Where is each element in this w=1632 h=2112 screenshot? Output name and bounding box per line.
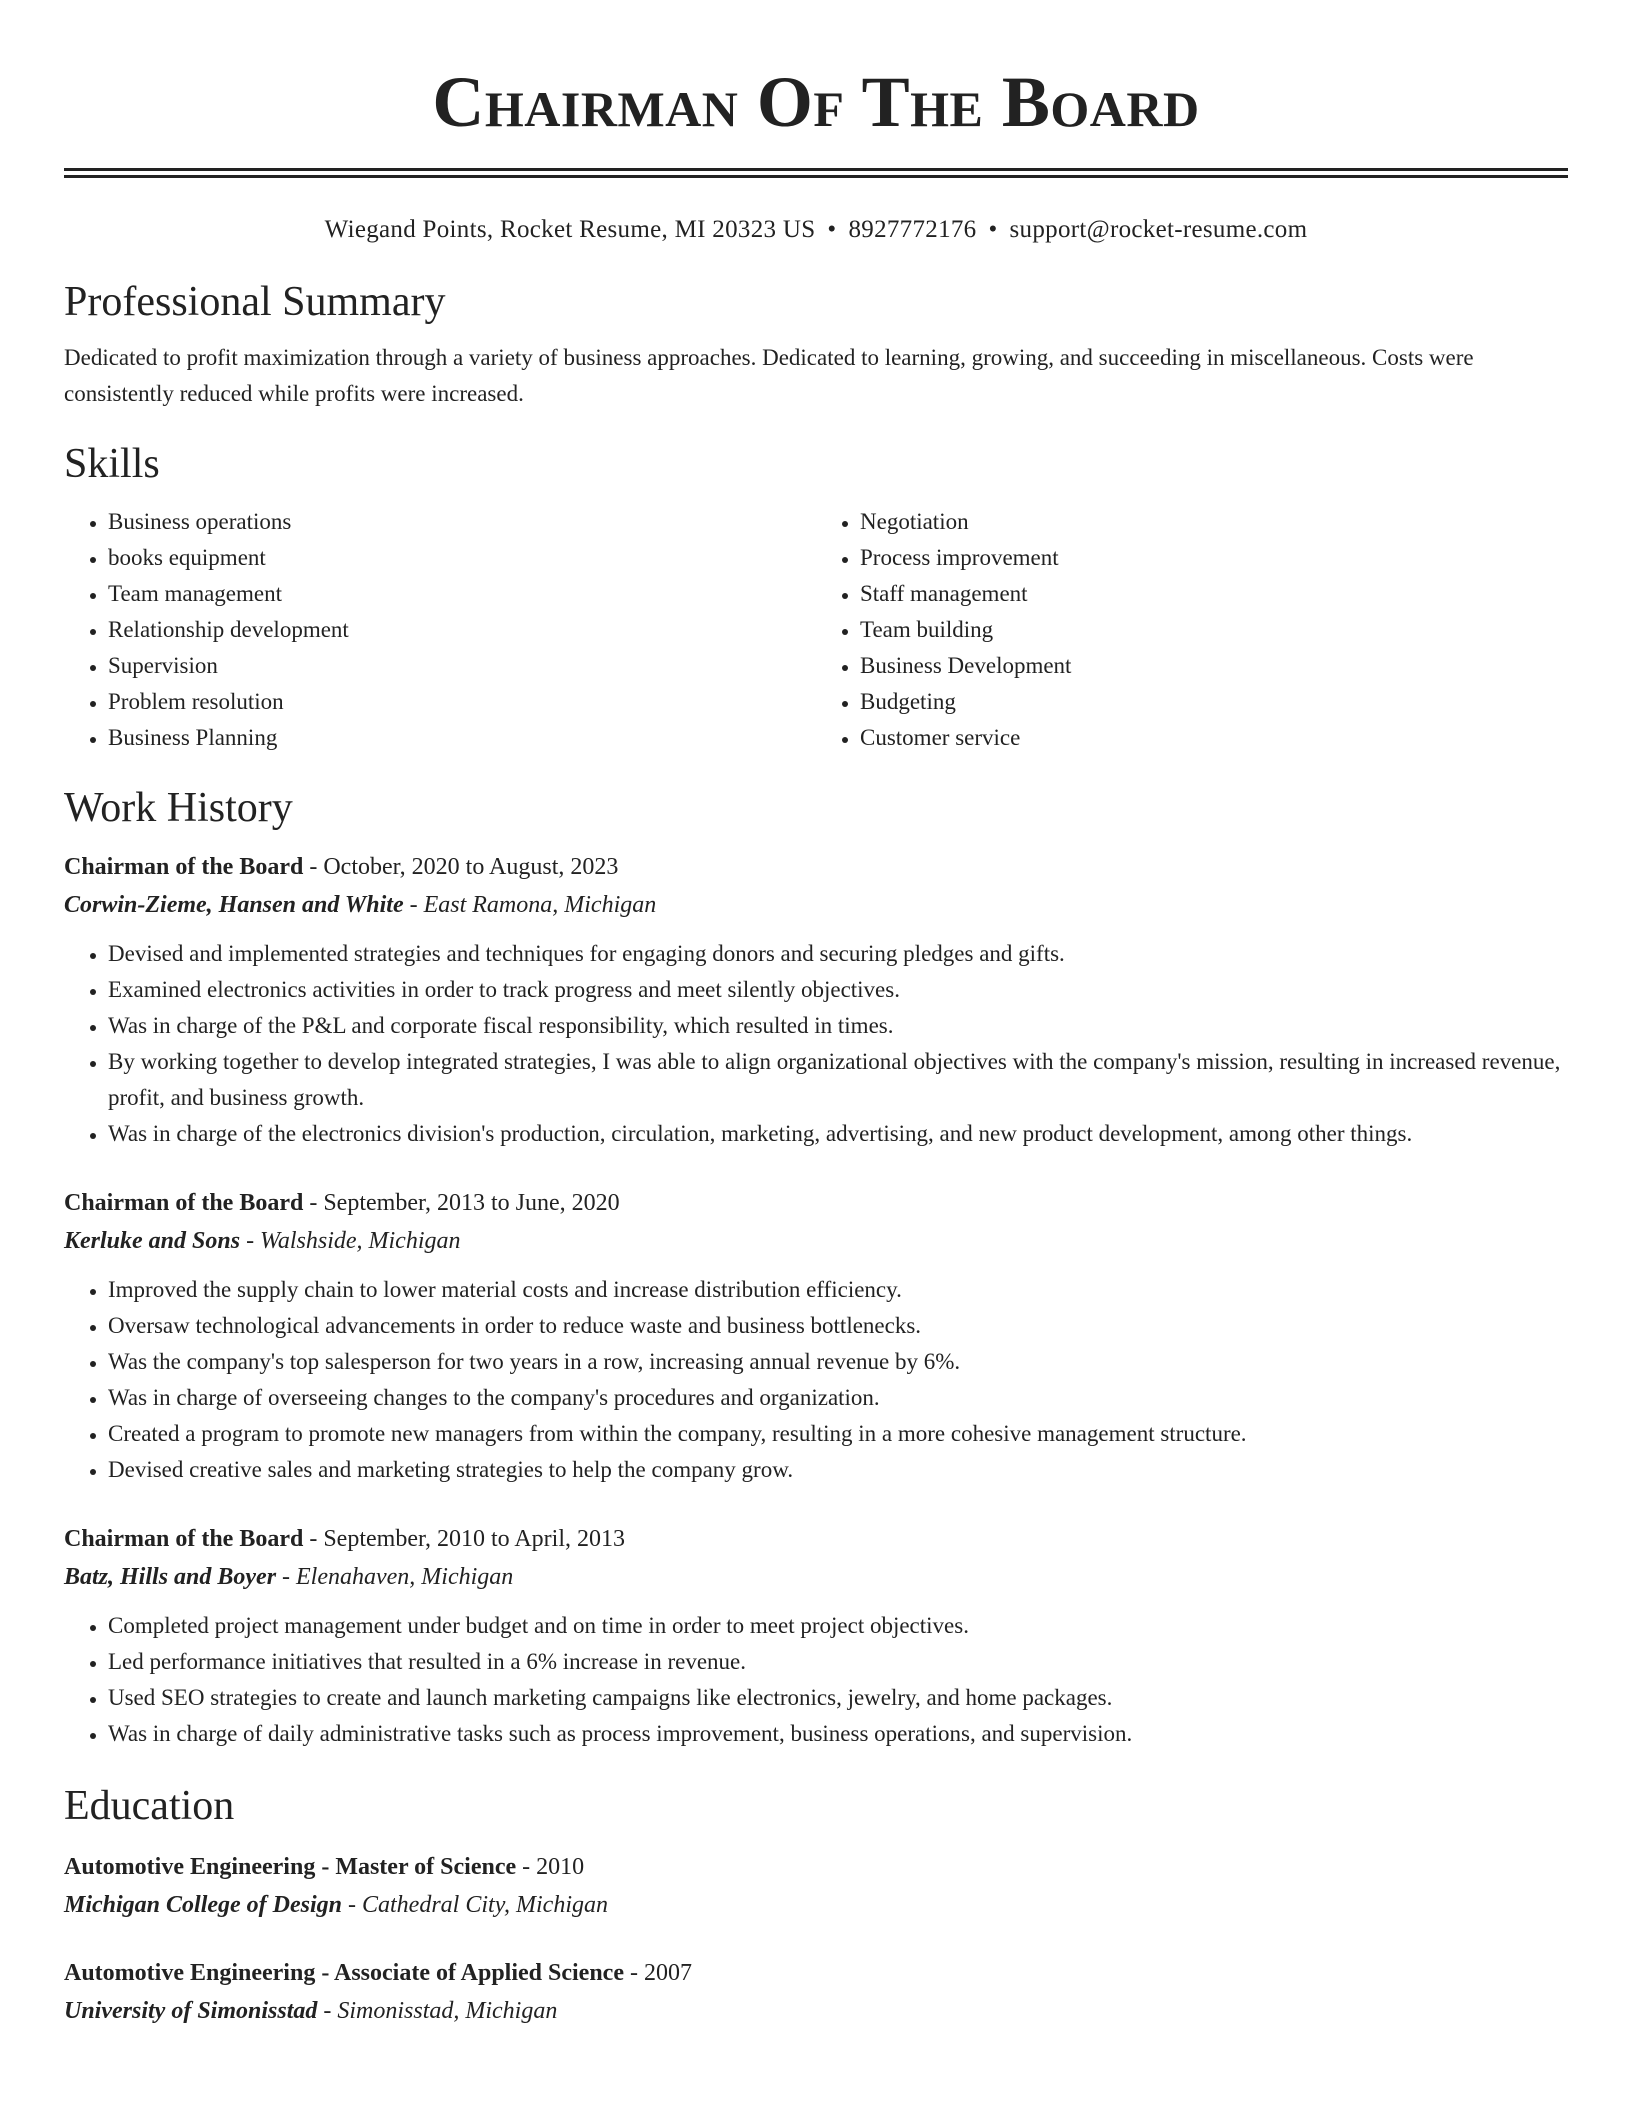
education-degree: Automotive Engineering - Associate of Applied Science: [64, 1960, 624, 1986]
job-company-line: [64, 886, 1568, 924]
education-location: - Simonisstad, Michigan: [317, 1998, 558, 2024]
contact-line: [64, 212, 1568, 248]
job-dates: - September, 2013 to June, 2020: [303, 1190, 620, 1216]
skills-column-left: [64, 504, 816, 756]
education-location: - Cathedral City, Michigan: [342, 1892, 608, 1918]
skill-item: • Negotiation: [860, 504, 1568, 540]
job-role: Chairman of the Board: [64, 854, 304, 880]
job-entry: [64, 1520, 1568, 1752]
contact-separator: •: [827, 216, 837, 243]
education-entry: [64, 1848, 1568, 1924]
skill-item: • Business operations: [108, 504, 816, 540]
education-degree-line: [64, 1954, 1568, 1992]
job-company-line: [64, 1222, 1568, 1260]
resume-name: Chairman Of The Board: [432, 62, 1200, 142]
job-entry: [64, 1184, 1568, 1488]
skill-item: • Problem resolution: [108, 684, 816, 720]
contact-email: support@rocket-resume.com: [1009, 216, 1308, 243]
job-bullet: • Oversaw technological advancements in order to reduce waste and business bottlenecks.: [108, 1308, 1568, 1344]
job-bullet: • Completed project management under budget and on time in order to meet project objectives.: [108, 1608, 1568, 1644]
job-location: - East Ramona, Michigan: [403, 892, 657, 918]
skill-item: • Supervision: [108, 648, 816, 684]
job-bullet: • Devised and implemented strategies and techniques for engaging donors and securing pledges and gifts.: [108, 936, 1568, 972]
job-bullets: [64, 1608, 1568, 1752]
summary-heading: Professional Summary: [64, 279, 446, 325]
job-location: - Elenahaven, Michigan: [276, 1564, 514, 1590]
job-company-line: [64, 1558, 1568, 1596]
job-dates: - September, 2010 to April, 2013: [303, 1526, 626, 1552]
job-bullets: [64, 936, 1568, 1152]
job-bullet: • Was the company's top salesperson for two years in a row, increasing annual revenue by 6%.: [108, 1344, 1568, 1380]
job-bullet: • Examined electronics activities in order to track progress and meet silently objectives.: [108, 972, 1568, 1008]
summary-text: Dedicated to profit maximization through a variety of business approaches. Dedicated to learning, growing, and succeeding in miscellaneous. Costs were consistently reduced while profits were increased.: [64, 345, 1474, 406]
job-dates: - October, 2020 to August, 2023: [303, 854, 619, 880]
work-history-heading: Work History: [64, 785, 293, 831]
education-heading: Education: [64, 1783, 235, 1829]
education-entry: [64, 1954, 1568, 2030]
job-bullet: • Was in charge of overseeing changes to the company's procedures and organization.: [108, 1380, 1568, 1416]
job-bullet: • By working together to develop integrated strategies, I was able to align organizational objectives with the company's mission, resulting in increased revenue, profit, and business growth.: [108, 1044, 1568, 1116]
skill-item: • Process improvement: [860, 540, 1568, 576]
skill-item: • Business Development: [860, 648, 1568, 684]
job-bullet: • Was in charge of the electronics division's production, circulation, marketing, advertising, and new product development, among other things.: [108, 1116, 1568, 1152]
job-title-line: [64, 848, 1568, 886]
job-bullet: • Devised creative sales and marketing strategies to help the company grow.: [108, 1452, 1568, 1488]
skill-item: • Relationship development: [108, 612, 816, 648]
education-year: - 2007: [623, 1960, 692, 1986]
job-role: Chairman of the Board: [64, 1526, 304, 1552]
job-title-line: [64, 1184, 1568, 1222]
double-divider: [64, 168, 1568, 178]
contact-address: Wiegand Points, Rocket Resume, MI 20323 US: [324, 216, 816, 243]
education-school-line: [64, 1992, 1568, 2030]
skills-list: [64, 504, 1568, 756]
job-bullets: [64, 1272, 1568, 1488]
job-entry: [64, 848, 1568, 1152]
education-school-line: [64, 1886, 1568, 1924]
contact-phone: 8927772176: [848, 216, 977, 243]
skill-item: • Staff management: [860, 576, 1568, 612]
job-bullet: • Improved the supply chain to lower material costs and increase distribution efficiency.: [108, 1272, 1568, 1308]
job-company: Corwin-Zieme, Hansen and White: [64, 892, 404, 918]
job-role: Chairman of the Board: [64, 1190, 304, 1216]
job-bullet: • Was in charge of daily administrative tasks such as process improvement, business operations, and supervision.: [108, 1716, 1568, 1752]
skill-item: • Customer service: [860, 720, 1568, 756]
job-bullet: • Created a program to promote new managers from within the company, resulting in a more cohesive management structure.: [108, 1416, 1568, 1452]
education-degree: Automotive Engineering - Master of Science: [64, 1854, 517, 1880]
job-title-line: [64, 1520, 1568, 1558]
skill-item: • Budgeting: [860, 684, 1568, 720]
job-bullet: • Was in charge of the P&L and corporate fiscal responsibility, which resulted in times.: [108, 1008, 1568, 1044]
education-school: Michigan College of Design: [64, 1892, 343, 1918]
skill-item: • Business Planning: [108, 720, 816, 756]
job-company: Batz, Hills and Boyer: [64, 1564, 277, 1590]
education-school: University of Simonisstad: [64, 1998, 318, 2024]
contact-separator: •: [988, 216, 998, 243]
skill-item: • books equipment: [108, 540, 816, 576]
skills-heading: Skills: [64, 441, 160, 487]
job-location: - Walshside, Michigan: [240, 1228, 461, 1254]
education-year: - 2010: [516, 1854, 585, 1880]
job-bullet: • Led performance initiatives that resulted in a 6% increase in revenue.: [108, 1644, 1568, 1680]
skills-column-right: [816, 504, 1568, 756]
job-company: Kerluke and Sons: [64, 1228, 241, 1254]
skill-item: • Team building: [860, 612, 1568, 648]
education-degree-line: [64, 1848, 1568, 1886]
job-bullet: • Used SEO strategies to create and launch marketing campaigns like electronics, jewelry, and home packages.: [108, 1680, 1568, 1716]
skill-item: • Team management: [108, 576, 816, 612]
